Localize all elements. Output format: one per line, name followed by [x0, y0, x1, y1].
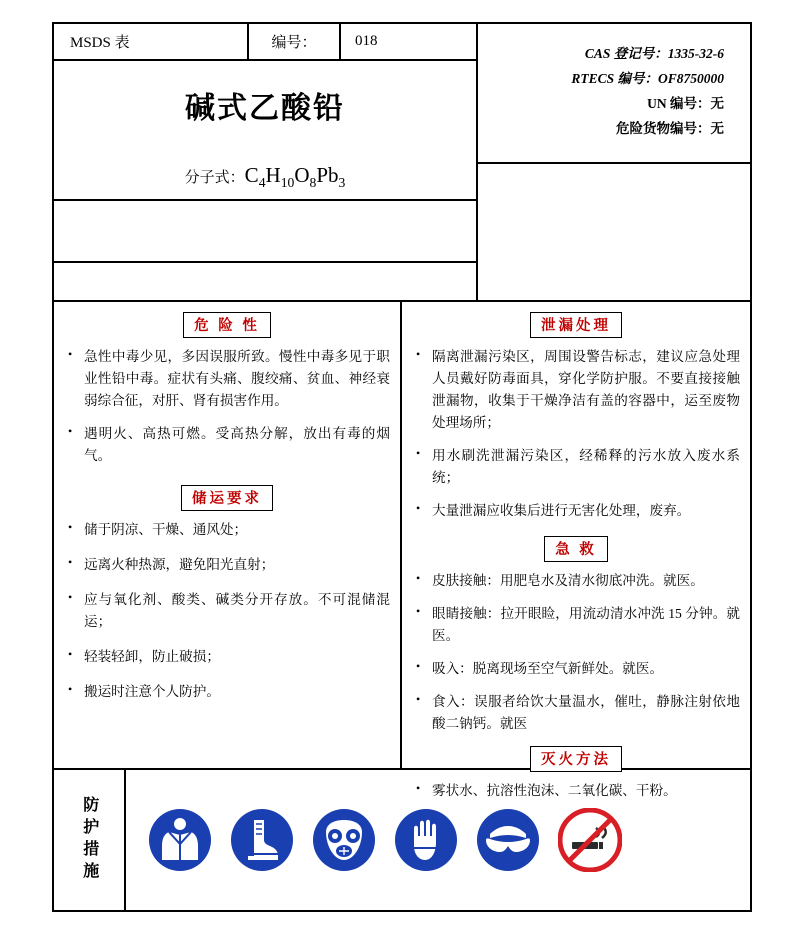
list-item: • 食入：误服者给饮大量温水，催吐，静脉注射依地酸二钠钙。就医: [412, 691, 740, 735]
storage-title-wrap: [64, 485, 390, 511]
list-item: • 急性中毒少见，多因误服所致。慢性中毒多见于职业性铅中毒。症状有头痛、腹绞痛、贫血、神经衰弱综合征，对肝、肾有损害作用。: [64, 346, 390, 412]
ppe-label-cell: [54, 770, 126, 910]
firstaid-list: [412, 570, 740, 735]
formula-value: $C_4H_{10}O_8Pb_3$: [244, 162, 346, 190]
cas-row: [478, 42, 724, 67]
dangerous-goods-value: 无: [710, 120, 724, 136]
list-item: • 雾状水、抗溶性泡沫、二氧化碳、干粉。: [412, 780, 740, 802]
number-value: 018: [355, 33, 378, 49]
leak-title-wrap: [412, 312, 740, 338]
firefighting-list: [412, 780, 740, 802]
list-item: • 储于阴凉、干燥、通风处；: [64, 519, 390, 541]
content-block: [54, 302, 750, 799]
cas-label: CAS 登记号：: [584, 46, 668, 61]
storage-list: [64, 519, 390, 703]
left-column: [54, 302, 402, 768]
chemical-name-block: [54, 61, 476, 201]
list-item: • 眼睛接触：拉开眼睑，用流动清水冲洗 15 分钟。就医。: [412, 603, 740, 647]
list-item: • 应与氧化剂、酸类、碱类分开存放。不可混储混运；: [64, 589, 390, 633]
no-smoking-icon: [558, 808, 622, 872]
section-title-firefighting: 灭火方法: [530, 746, 622, 772]
header-top-row: [54, 24, 476, 61]
molecular-formula: [54, 163, 476, 191]
blank-row-upper: [54, 201, 476, 263]
blank-row-lower: [54, 263, 476, 300]
form-label: MSDS 表: [54, 24, 249, 59]
header-right: [478, 24, 750, 300]
header-left: [54, 24, 478, 300]
protective-gloves-icon: [394, 808, 458, 872]
hazard-title-wrap: [64, 312, 390, 338]
list-item: • 遇明火、高热可燃。受高热分解，放出有毒的烟气。: [64, 423, 390, 467]
chemical-name: 碱式乙酸铅: [185, 92, 345, 125]
un-label: UN 编号：: [647, 95, 711, 111]
dangerous-goods-row: [478, 117, 724, 142]
formula-label: 分子式：: [184, 169, 245, 186]
cas-value: 1335-32-6: [667, 46, 724, 61]
rtecs-value: OF8750000: [657, 70, 724, 86]
identifier-block: [478, 24, 750, 164]
section-title-firstaid: 急 救: [544, 536, 608, 562]
section-title-storage: 储运要求: [181, 485, 273, 511]
safety-goggles-icon: [476, 808, 540, 872]
hazard-list: [64, 346, 390, 467]
firefighting-title-wrap: [412, 746, 740, 772]
list-item: • 搬运时注意个人防护。: [64, 681, 390, 703]
protective-clothing-icon: [148, 808, 212, 872]
section-title-hazard: 危 险 性: [183, 312, 271, 338]
ppe-label: 防护措施: [80, 796, 98, 884]
un-value: 无: [710, 95, 724, 111]
dangerous-goods-label: 危险货物编号：: [616, 120, 711, 136]
list-item: • 大量泄漏应收集后进行无害化处理，废弃。: [412, 500, 740, 522]
safety-boots-icon: [230, 808, 294, 872]
header-right-blank: [478, 164, 750, 300]
respirator-mask-icon: [312, 808, 376, 872]
list-item: • 远离火种热源，避免阳光直射；: [64, 554, 390, 576]
firstaid-title-wrap: [412, 536, 740, 562]
rtecs-row: [478, 67, 724, 92]
list-item: • 用水刷洗泄漏污染区，经稀释的污水放入废水系统；: [412, 445, 740, 489]
leak-list: [412, 346, 740, 522]
right-column: [402, 302, 750, 799]
number-label: 编号：: [249, 24, 341, 59]
list-item: • 轻装轻卸，防止破损；: [64, 646, 390, 668]
rtecs-label: RTECS 编号：: [571, 70, 658, 86]
list-item: • 皮肤接触：用肥皂水及清水彻底冲洗。就医。: [412, 570, 740, 592]
header-block: [54, 24, 750, 302]
un-row: [478, 92, 724, 117]
section-title-leak: 泄漏处理: [530, 312, 622, 338]
list-item: • 隔离泄漏污染区，周围设警告标志，建议应急处理人员戴好防毒面具，穿化学防护服。不要直接接触泄漏物，收集于干燥净洁有盖的容器中，运至废物处理场所；: [412, 346, 740, 434]
msds-sheet: [52, 22, 752, 912]
list-item: • 吸入：脱离现场至空气新鲜处。就医。: [412, 658, 740, 680]
